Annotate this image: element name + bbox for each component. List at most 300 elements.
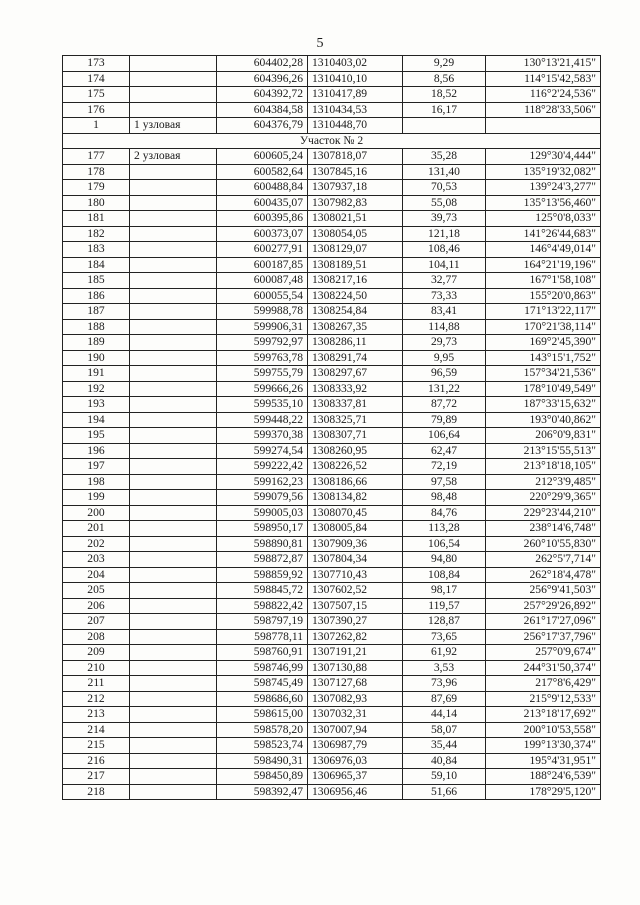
- point-name-cell: [130, 288, 217, 304]
- length-cell: 73,96: [403, 676, 486, 692]
- angle-cell: 213°15'55,513": [486, 443, 601, 459]
- length-cell: 44,14: [403, 707, 486, 723]
- table-row: [63, 56, 601, 72]
- x-coordinate-cell: 598686,60: [217, 691, 308, 707]
- table-row: [63, 660, 601, 676]
- y-coordinate-cell: 1308021,51: [308, 211, 403, 227]
- point-number-cell: 174: [63, 71, 130, 87]
- y-coordinate-cell: 1308005,84: [308, 521, 403, 537]
- y-coordinate-cell: 1308226,52: [308, 459, 403, 475]
- point-number-cell: 213: [63, 707, 130, 723]
- length-cell: 87,72: [403, 397, 486, 413]
- table-row: [63, 567, 601, 583]
- length-cell: 96,59: [403, 366, 486, 382]
- point-number-cell: 183: [63, 242, 130, 258]
- x-coordinate-cell: 598523,74: [217, 738, 308, 754]
- x-coordinate-cell: 600087,48: [217, 273, 308, 289]
- point-number-cell: 191: [63, 366, 130, 382]
- x-coordinate-cell: 598392,47: [217, 784, 308, 800]
- point-number-cell: 218: [63, 784, 130, 800]
- table-row: [63, 707, 601, 723]
- table-row: [63, 304, 601, 320]
- point-name-cell: [130, 102, 217, 118]
- y-coordinate-cell: 1308217,16: [308, 273, 403, 289]
- point-number-cell: 186: [63, 288, 130, 304]
- angle-cell: 256°9'41,503": [486, 583, 601, 599]
- angle-cell: 212°3'9,485": [486, 474, 601, 490]
- point-name-cell: 1 узловая: [130, 118, 217, 134]
- angle-cell: 129°30'4,444": [486, 149, 601, 165]
- table-row: [63, 335, 601, 351]
- length-cell: 79,89: [403, 412, 486, 428]
- length-cell: 94,80: [403, 552, 486, 568]
- length-cell: 9,95: [403, 350, 486, 366]
- y-coordinate-cell: 1307982,83: [308, 195, 403, 211]
- point-number-cell: 197: [63, 459, 130, 475]
- table-row: [63, 288, 601, 304]
- y-coordinate-cell: 1307845,16: [308, 164, 403, 180]
- point-number-cell: 214: [63, 722, 130, 738]
- length-cell: 16,17: [403, 102, 486, 118]
- point-number-cell: 1: [63, 118, 130, 134]
- point-number-cell: 193: [63, 397, 130, 413]
- y-coordinate-cell: 1307602,52: [308, 583, 403, 599]
- y-coordinate-cell: 1307818,07: [308, 149, 403, 165]
- point-name-cell: [130, 273, 217, 289]
- point-number-cell: 194: [63, 412, 130, 428]
- point-name-cell: [130, 598, 217, 614]
- x-coordinate-cell: 599792,97: [217, 335, 308, 351]
- y-coordinate-cell: 1307130,88: [308, 660, 403, 676]
- y-coordinate-cell: 1308134,82: [308, 490, 403, 506]
- length-cell: 73,65: [403, 629, 486, 645]
- length-cell: 9,29: [403, 56, 486, 72]
- point-number-cell: 189: [63, 335, 130, 351]
- point-name-cell: [130, 660, 217, 676]
- table-row: [63, 211, 601, 227]
- table-row: [63, 598, 601, 614]
- angle-cell: 257°29'26,892": [486, 598, 601, 614]
- table-body-bottom: [63, 149, 601, 800]
- angle-cell: 157°34'21,536": [486, 366, 601, 382]
- point-number-cell: 211: [63, 676, 130, 692]
- x-coordinate-cell: 599535,10: [217, 397, 308, 413]
- angle-cell: 135°19'32,082": [486, 164, 601, 180]
- length-cell: 131,22: [403, 381, 486, 397]
- coordinates-table: [62, 55, 601, 800]
- angle-cell: [486, 118, 601, 134]
- point-number-cell: 195: [63, 428, 130, 444]
- y-coordinate-cell: 1310417,89: [308, 87, 403, 103]
- angle-cell: 256°17'37,796": [486, 629, 601, 645]
- point-name-cell: [130, 211, 217, 227]
- point-number-cell: 198: [63, 474, 130, 490]
- point-name-cell: [130, 567, 217, 583]
- point-name-cell: [130, 707, 217, 723]
- table-row: [63, 443, 601, 459]
- y-coordinate-cell: 1308189,51: [308, 257, 403, 273]
- section-label: Участок № 2: [63, 133, 601, 149]
- x-coordinate-cell: 600373,07: [217, 226, 308, 242]
- x-coordinate-cell: 599755,79: [217, 366, 308, 382]
- angle-cell: 262°18'4,478": [486, 567, 601, 583]
- angle-cell: 116°2'24,536": [486, 87, 601, 103]
- angle-cell: 260°10'55,830": [486, 536, 601, 552]
- length-cell: 106,54: [403, 536, 486, 552]
- y-coordinate-cell: 1307804,34: [308, 552, 403, 568]
- point-number-cell: 203: [63, 552, 130, 568]
- y-coordinate-cell: 1307127,68: [308, 676, 403, 692]
- x-coordinate-cell: 598745,49: [217, 676, 308, 692]
- length-cell: 128,87: [403, 614, 486, 630]
- y-coordinate-cell: 1306987,79: [308, 738, 403, 754]
- y-coordinate-cell: 1308224,50: [308, 288, 403, 304]
- point-number-cell: 217: [63, 769, 130, 785]
- x-coordinate-cell: 604376,79: [217, 118, 308, 134]
- angle-cell: 155°20'0,863": [486, 288, 601, 304]
- length-cell: 108,84: [403, 567, 486, 583]
- angle-cell: 220°29'9,365": [486, 490, 601, 506]
- y-coordinate-cell: 1307937,18: [308, 180, 403, 196]
- table-row: [63, 149, 601, 165]
- x-coordinate-cell: 598760,91: [217, 645, 308, 661]
- length-cell: 59,10: [403, 769, 486, 785]
- table-row: [63, 614, 601, 630]
- table-row: [63, 381, 601, 397]
- x-coordinate-cell: 598872,87: [217, 552, 308, 568]
- angle-cell: 118°28'33,506": [486, 102, 601, 118]
- angle-cell: 178°29'5,120": [486, 784, 601, 800]
- angle-cell: 171°13'22,117": [486, 304, 601, 320]
- angle-cell: 244°31'50,374": [486, 660, 601, 676]
- table-row: [63, 521, 601, 537]
- point-name-cell: [130, 691, 217, 707]
- angle-cell: 206°0'9,831": [486, 428, 601, 444]
- angle-cell: 164°21'19,196": [486, 257, 601, 273]
- table-row: [63, 319, 601, 335]
- point-number-cell: 205: [63, 583, 130, 599]
- length-cell: 8,56: [403, 71, 486, 87]
- table-row: [63, 180, 601, 196]
- length-cell: 104,11: [403, 257, 486, 273]
- y-coordinate-cell: 1306956,46: [308, 784, 403, 800]
- length-cell: 83,41: [403, 304, 486, 320]
- point-name-cell: [130, 645, 217, 661]
- table-row: [63, 645, 601, 661]
- point-number-cell: 192: [63, 381, 130, 397]
- length-cell: 55,08: [403, 195, 486, 211]
- angle-cell: 213°18'18,105": [486, 459, 601, 475]
- point-number-cell: 173: [63, 56, 130, 72]
- x-coordinate-cell: 598615,00: [217, 707, 308, 723]
- x-coordinate-cell: 599763,78: [217, 350, 308, 366]
- x-coordinate-cell: 600488,84: [217, 180, 308, 196]
- point-name-cell: [130, 769, 217, 785]
- y-coordinate-cell: 1308260,95: [308, 443, 403, 459]
- x-coordinate-cell: 599162,23: [217, 474, 308, 490]
- point-number-cell: 175: [63, 87, 130, 103]
- point-number-cell: 187: [63, 304, 130, 320]
- point-name-cell: [130, 350, 217, 366]
- angle-cell: 135°13'56,460": [486, 195, 601, 211]
- x-coordinate-cell: 599448,22: [217, 412, 308, 428]
- table-row: [63, 676, 601, 692]
- point-name-cell: [130, 428, 217, 444]
- table-row: [63, 753, 601, 769]
- angle-cell: 169°2'45,390": [486, 335, 601, 351]
- section-header-row: [63, 133, 601, 149]
- y-coordinate-cell: 1307191,21: [308, 645, 403, 661]
- point-number-cell: 200: [63, 505, 130, 521]
- y-coordinate-cell: 1310448,70: [308, 118, 403, 134]
- table-row: [63, 195, 601, 211]
- y-coordinate-cell: 1308307,71: [308, 428, 403, 444]
- table-row: [63, 428, 601, 444]
- point-name-cell: [130, 738, 217, 754]
- point-number-cell: 212: [63, 691, 130, 707]
- point-name-cell: [130, 366, 217, 382]
- section-header-row-group: [63, 133, 601, 149]
- table-row: [63, 397, 601, 413]
- y-coordinate-cell: 1308286,11: [308, 335, 403, 351]
- y-coordinate-cell: 1308325,71: [308, 412, 403, 428]
- length-cell: 84,76: [403, 505, 486, 521]
- x-coordinate-cell: 600187,85: [217, 257, 308, 273]
- x-coordinate-cell: 598450,89: [217, 769, 308, 785]
- point-name-cell: [130, 459, 217, 475]
- table-row: [63, 350, 601, 366]
- point-number-cell: 201: [63, 521, 130, 537]
- length-cell: 3,53: [403, 660, 486, 676]
- x-coordinate-cell: 604392,72: [217, 87, 308, 103]
- angle-cell: 143°15'1,752": [486, 350, 601, 366]
- angle-cell: 215°9'12,533": [486, 691, 601, 707]
- angle-cell: 130°13'21,415": [486, 56, 601, 72]
- table-row: [63, 459, 601, 475]
- point-number-cell: 202: [63, 536, 130, 552]
- length-cell: 114,88: [403, 319, 486, 335]
- x-coordinate-cell: 599274,54: [217, 443, 308, 459]
- angle-cell: 195°4'31,951": [486, 753, 601, 769]
- point-name-cell: [130, 304, 217, 320]
- x-coordinate-cell: 598845,72: [217, 583, 308, 599]
- x-coordinate-cell: 599370,38: [217, 428, 308, 444]
- length-cell: 73,33: [403, 288, 486, 304]
- angle-cell: 238°14'6,748": [486, 521, 601, 537]
- x-coordinate-cell: 599222,42: [217, 459, 308, 475]
- angle-cell: 262°5'7,714": [486, 552, 601, 568]
- y-coordinate-cell: 1307032,31: [308, 707, 403, 723]
- point-name-cell: [130, 505, 217, 521]
- point-number-cell: 178: [63, 164, 130, 180]
- table-row: [63, 505, 601, 521]
- length-cell: 58,07: [403, 722, 486, 738]
- table-row: [63, 738, 601, 754]
- x-coordinate-cell: 598746,99: [217, 660, 308, 676]
- point-number-cell: 209: [63, 645, 130, 661]
- length-cell: 35,44: [403, 738, 486, 754]
- length-cell: 113,28: [403, 521, 486, 537]
- angle-cell: 257°0'9,674": [486, 645, 601, 661]
- x-coordinate-cell: 598950,17: [217, 521, 308, 537]
- angle-cell: 187°33'15,632": [486, 397, 601, 413]
- length-cell: 18,52: [403, 87, 486, 103]
- x-coordinate-cell: 598578,20: [217, 722, 308, 738]
- angle-cell: 178°10'49,549": [486, 381, 601, 397]
- x-coordinate-cell: 598797,19: [217, 614, 308, 630]
- angle-cell: 200°10'53,558": [486, 722, 601, 738]
- point-number-cell: 199: [63, 490, 130, 506]
- length-cell: 97,58: [403, 474, 486, 490]
- y-coordinate-cell: 1308291,74: [308, 350, 403, 366]
- length-cell: 70,53: [403, 180, 486, 196]
- point-name-cell: [130, 474, 217, 490]
- angle-cell: 170°21'38,114": [486, 319, 601, 335]
- x-coordinate-cell: 599988,78: [217, 304, 308, 320]
- length-cell: 131,40: [403, 164, 486, 180]
- x-coordinate-cell: 604396,26: [217, 71, 308, 87]
- length-cell: 51,66: [403, 784, 486, 800]
- length-cell: 121,18: [403, 226, 486, 242]
- table-row: [63, 366, 601, 382]
- angle-cell: 146°4'49,014": [486, 242, 601, 258]
- point-name-cell: [130, 397, 217, 413]
- length-cell: 32,77: [403, 273, 486, 289]
- point-number-cell: 204: [63, 567, 130, 583]
- y-coordinate-cell: 1310410,10: [308, 71, 403, 87]
- length-cell: 29,73: [403, 335, 486, 351]
- point-name-cell: [130, 164, 217, 180]
- table-row: [63, 226, 601, 242]
- table-row: [63, 71, 601, 87]
- x-coordinate-cell: 598890,81: [217, 536, 308, 552]
- point-name-cell: [130, 226, 217, 242]
- length-cell: 40,84: [403, 753, 486, 769]
- table-row: [63, 242, 601, 258]
- length-cell: 98,17: [403, 583, 486, 599]
- point-number-cell: 215: [63, 738, 130, 754]
- angle-cell: 193°0'40,862": [486, 412, 601, 428]
- point-name-cell: [130, 319, 217, 335]
- table-body-top: [63, 56, 601, 134]
- point-name-cell: [130, 71, 217, 87]
- table-row: [63, 87, 601, 103]
- y-coordinate-cell: 1307710,43: [308, 567, 403, 583]
- table-row: [63, 118, 601, 134]
- point-name-cell: [130, 335, 217, 351]
- point-name-cell: [130, 242, 217, 258]
- x-coordinate-cell: 598490,31: [217, 753, 308, 769]
- table-row: [63, 536, 601, 552]
- point-name-cell: [130, 412, 217, 428]
- point-name-cell: [130, 629, 217, 645]
- y-coordinate-cell: 1306965,37: [308, 769, 403, 785]
- point-name-cell: [130, 521, 217, 537]
- point-name-cell: [130, 536, 217, 552]
- length-cell: 62,47: [403, 443, 486, 459]
- y-coordinate-cell: 1307507,15: [308, 598, 403, 614]
- point-number-cell: 179: [63, 180, 130, 196]
- table-row: [63, 769, 601, 785]
- x-coordinate-cell: 600395,86: [217, 211, 308, 227]
- x-coordinate-cell: 599005,03: [217, 505, 308, 521]
- length-cell: 108,46: [403, 242, 486, 258]
- y-coordinate-cell: 1308254,84: [308, 304, 403, 320]
- length-cell: 98,48: [403, 490, 486, 506]
- table-row: [63, 722, 601, 738]
- table-row: [63, 257, 601, 273]
- point-name-cell: 2 узловая: [130, 149, 217, 165]
- x-coordinate-cell: 599666,26: [217, 381, 308, 397]
- y-coordinate-cell: 1308333,92: [308, 381, 403, 397]
- x-coordinate-cell: 598859,92: [217, 567, 308, 583]
- point-number-cell: 190: [63, 350, 130, 366]
- length-cell: 35,28: [403, 149, 486, 165]
- angle-cell: 141°26'44,683": [486, 226, 601, 242]
- table-row: [63, 102, 601, 118]
- point-name-cell: [130, 753, 217, 769]
- y-coordinate-cell: 1308070,45: [308, 505, 403, 521]
- table-row: [63, 412, 601, 428]
- x-coordinate-cell: 598822,42: [217, 598, 308, 614]
- point-name-cell: [130, 784, 217, 800]
- point-number-cell: 176: [63, 102, 130, 118]
- y-coordinate-cell: 1307909,36: [308, 536, 403, 552]
- point-name-cell: [130, 180, 217, 196]
- length-cell: [403, 118, 486, 134]
- table-row: [63, 583, 601, 599]
- y-coordinate-cell: 1308186,66: [308, 474, 403, 490]
- point-number-cell: 177: [63, 149, 130, 165]
- point-name-cell: [130, 381, 217, 397]
- y-coordinate-cell: 1310434,53: [308, 102, 403, 118]
- x-coordinate-cell: 600435,07: [217, 195, 308, 211]
- point-number-cell: 180: [63, 195, 130, 211]
- y-coordinate-cell: 1308337,81: [308, 397, 403, 413]
- angle-cell: 213°18'17,692": [486, 707, 601, 723]
- point-number-cell: 210: [63, 660, 130, 676]
- point-number-cell: 188: [63, 319, 130, 335]
- y-coordinate-cell: 1308054,05: [308, 226, 403, 242]
- y-coordinate-cell: 1307390,27: [308, 614, 403, 630]
- angle-cell: 229°23'44,210": [486, 505, 601, 521]
- x-coordinate-cell: 598778,11: [217, 629, 308, 645]
- angle-cell: 188°24'6,539": [486, 769, 601, 785]
- x-coordinate-cell: 599906,31: [217, 319, 308, 335]
- point-name-cell: [130, 56, 217, 72]
- angle-cell: 217°8'6,429": [486, 676, 601, 692]
- point-number-cell: 207: [63, 614, 130, 630]
- point-number-cell: 181: [63, 211, 130, 227]
- x-coordinate-cell: 600582,64: [217, 164, 308, 180]
- x-coordinate-cell: 600277,91: [217, 242, 308, 258]
- table-row: [63, 273, 601, 289]
- table-row: [63, 784, 601, 800]
- point-number-cell: 208: [63, 629, 130, 645]
- table-row: [63, 490, 601, 506]
- y-coordinate-cell: 1306976,03: [308, 753, 403, 769]
- point-name-cell: [130, 676, 217, 692]
- point-name-cell: [130, 614, 217, 630]
- point-number-cell: 182: [63, 226, 130, 242]
- x-coordinate-cell: 604384,58: [217, 102, 308, 118]
- point-number-cell: 184: [63, 257, 130, 273]
- y-coordinate-cell: 1310403,02: [308, 56, 403, 72]
- length-cell: 39,73: [403, 211, 486, 227]
- length-cell: 106,64: [403, 428, 486, 444]
- length-cell: 87,69: [403, 691, 486, 707]
- point-number-cell: 196: [63, 443, 130, 459]
